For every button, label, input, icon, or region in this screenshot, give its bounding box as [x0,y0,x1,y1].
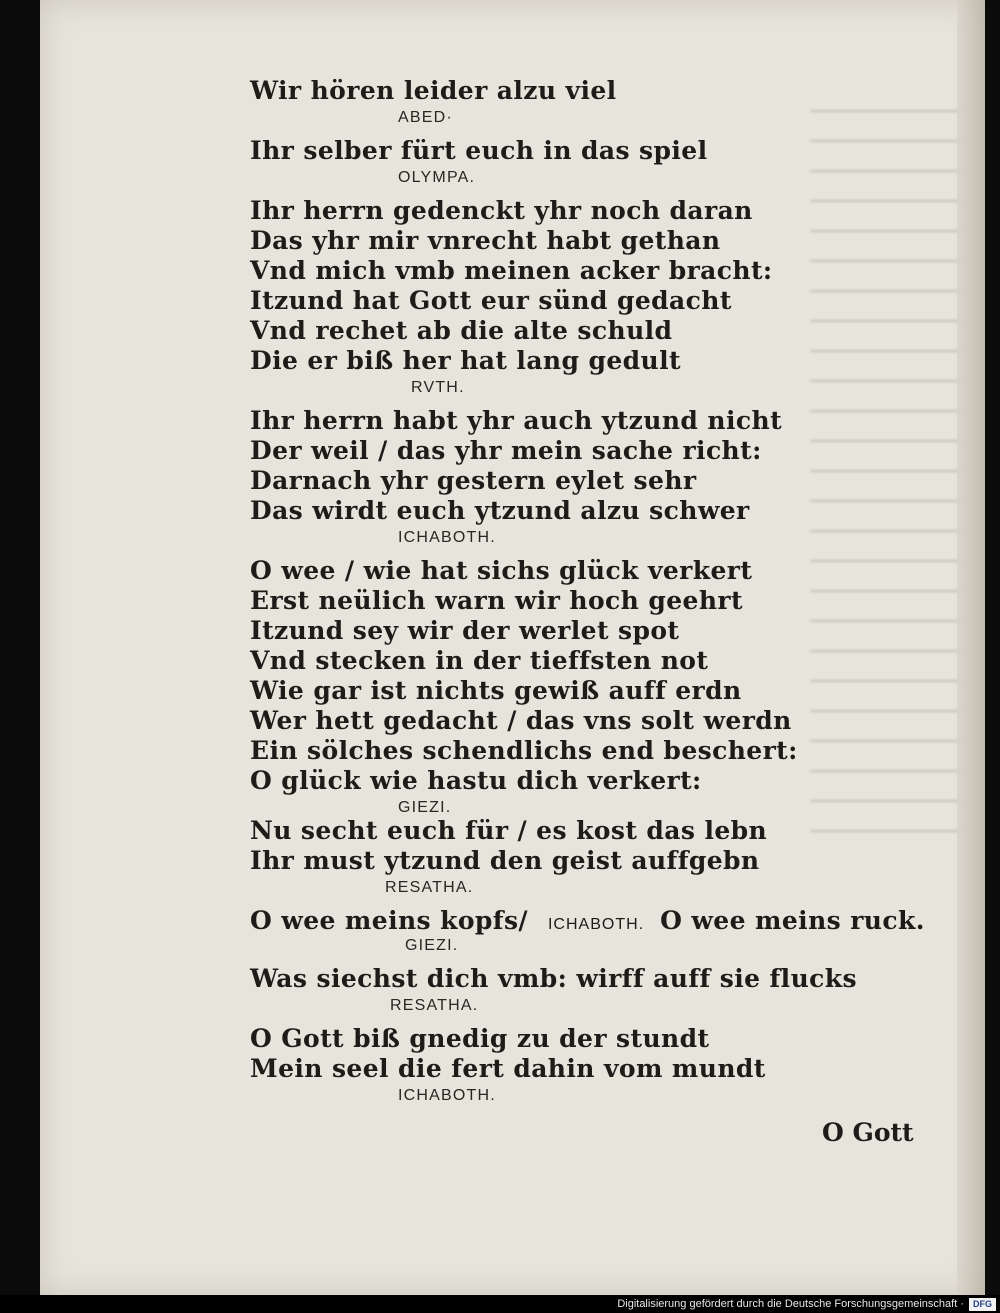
verse-line: O Gott biß gnedig zu der stundt [250,1024,710,1053]
verse-line: Ihr must ytzund den geist auffgebn [250,846,760,875]
verse-line: Ihr herrn habt yhr auch ytzund nicht [250,406,783,435]
verse-line: Die er biß her hat lang gedult [250,346,681,375]
verse-line: Vnd rechet ab die alte schuld [250,316,673,345]
verse-line: Vnd mich vmb meinen acker bracht: [250,256,773,285]
verse-line: Ein sölches schendlichs end beschert: [250,736,798,765]
speaker-name: ICHABOTH. [398,1087,496,1104]
speaker-name: RVTH. [411,379,465,396]
verse-line: Wer hett gedacht / das vns solt werdn [250,706,792,735]
speaker-name: ABED· [398,109,453,126]
speaker-name: GIEZI. [405,937,459,954]
verse-fragment: O wee meins kopfs/ [250,906,528,935]
digitization-footer [0,1295,1000,1313]
verse-line: Der weil / das yhr mein sache richt: [250,436,762,465]
verse-fragment: O wee meins ruck. [660,906,925,935]
bleed-through-text [810,85,960,835]
verse-line: O wee / wie hat sichs glück verkert [250,556,753,585]
verse-line: Itzund sey wir der werlet spot [250,616,680,645]
verse-line: Ihr herrn gedenckt yhr noch daran [250,196,753,225]
verse-line: Erst neülich warn wir hoch geehrt [250,586,743,615]
verse-line: Das yhr mir vnrecht habt gethan [250,226,721,255]
verse-line: Wir hören leider alzu viel [250,76,617,105]
verse-line: Ihr selber fürt euch in das spiel [250,136,708,165]
verse-line: Mein seel die fert dahin vom mundt [250,1054,766,1083]
verse-line: Wie gar ist nichts gewiß auff erdn [250,676,742,705]
funding-note: Digitalisierung gefördert durch die Deutsche Forschungsgemeinschaft · [617,1298,964,1310]
page-edge [957,0,985,1295]
verse-line-with-speaker [250,908,925,933]
speaker-name: RESATHA. [385,879,474,896]
verse-line: Nu secht euch für / es kost das lebn [250,816,768,845]
catchword: O Gott [822,1118,914,1147]
verse-line: Darnach yhr gestern eylet sehr [250,466,697,495]
verse-line: Itzund hat Gott eur sünd gedacht [250,286,732,315]
speaker-name: RESATHA. [390,997,479,1014]
inline-speaker-name: ICHABOTH. [547,916,645,933]
verse-line: Das wirdt euch ytzund alzu schwer [250,496,750,525]
speaker-name: OLYMPA. [398,169,476,186]
speaker-name: ICHABOTH. [398,529,496,546]
dfg-logo: DFG [969,1298,996,1311]
speaker-name: GIEZI. [398,799,452,816]
book-page [40,0,985,1295]
verse-line: Was siechst dich vmb: wirff auff sie flucks [250,964,857,993]
verse-line: O glück wie hastu dich verkert: [250,766,702,795]
verse-line: Vnd stecken in der tieffsten not [250,646,709,675]
